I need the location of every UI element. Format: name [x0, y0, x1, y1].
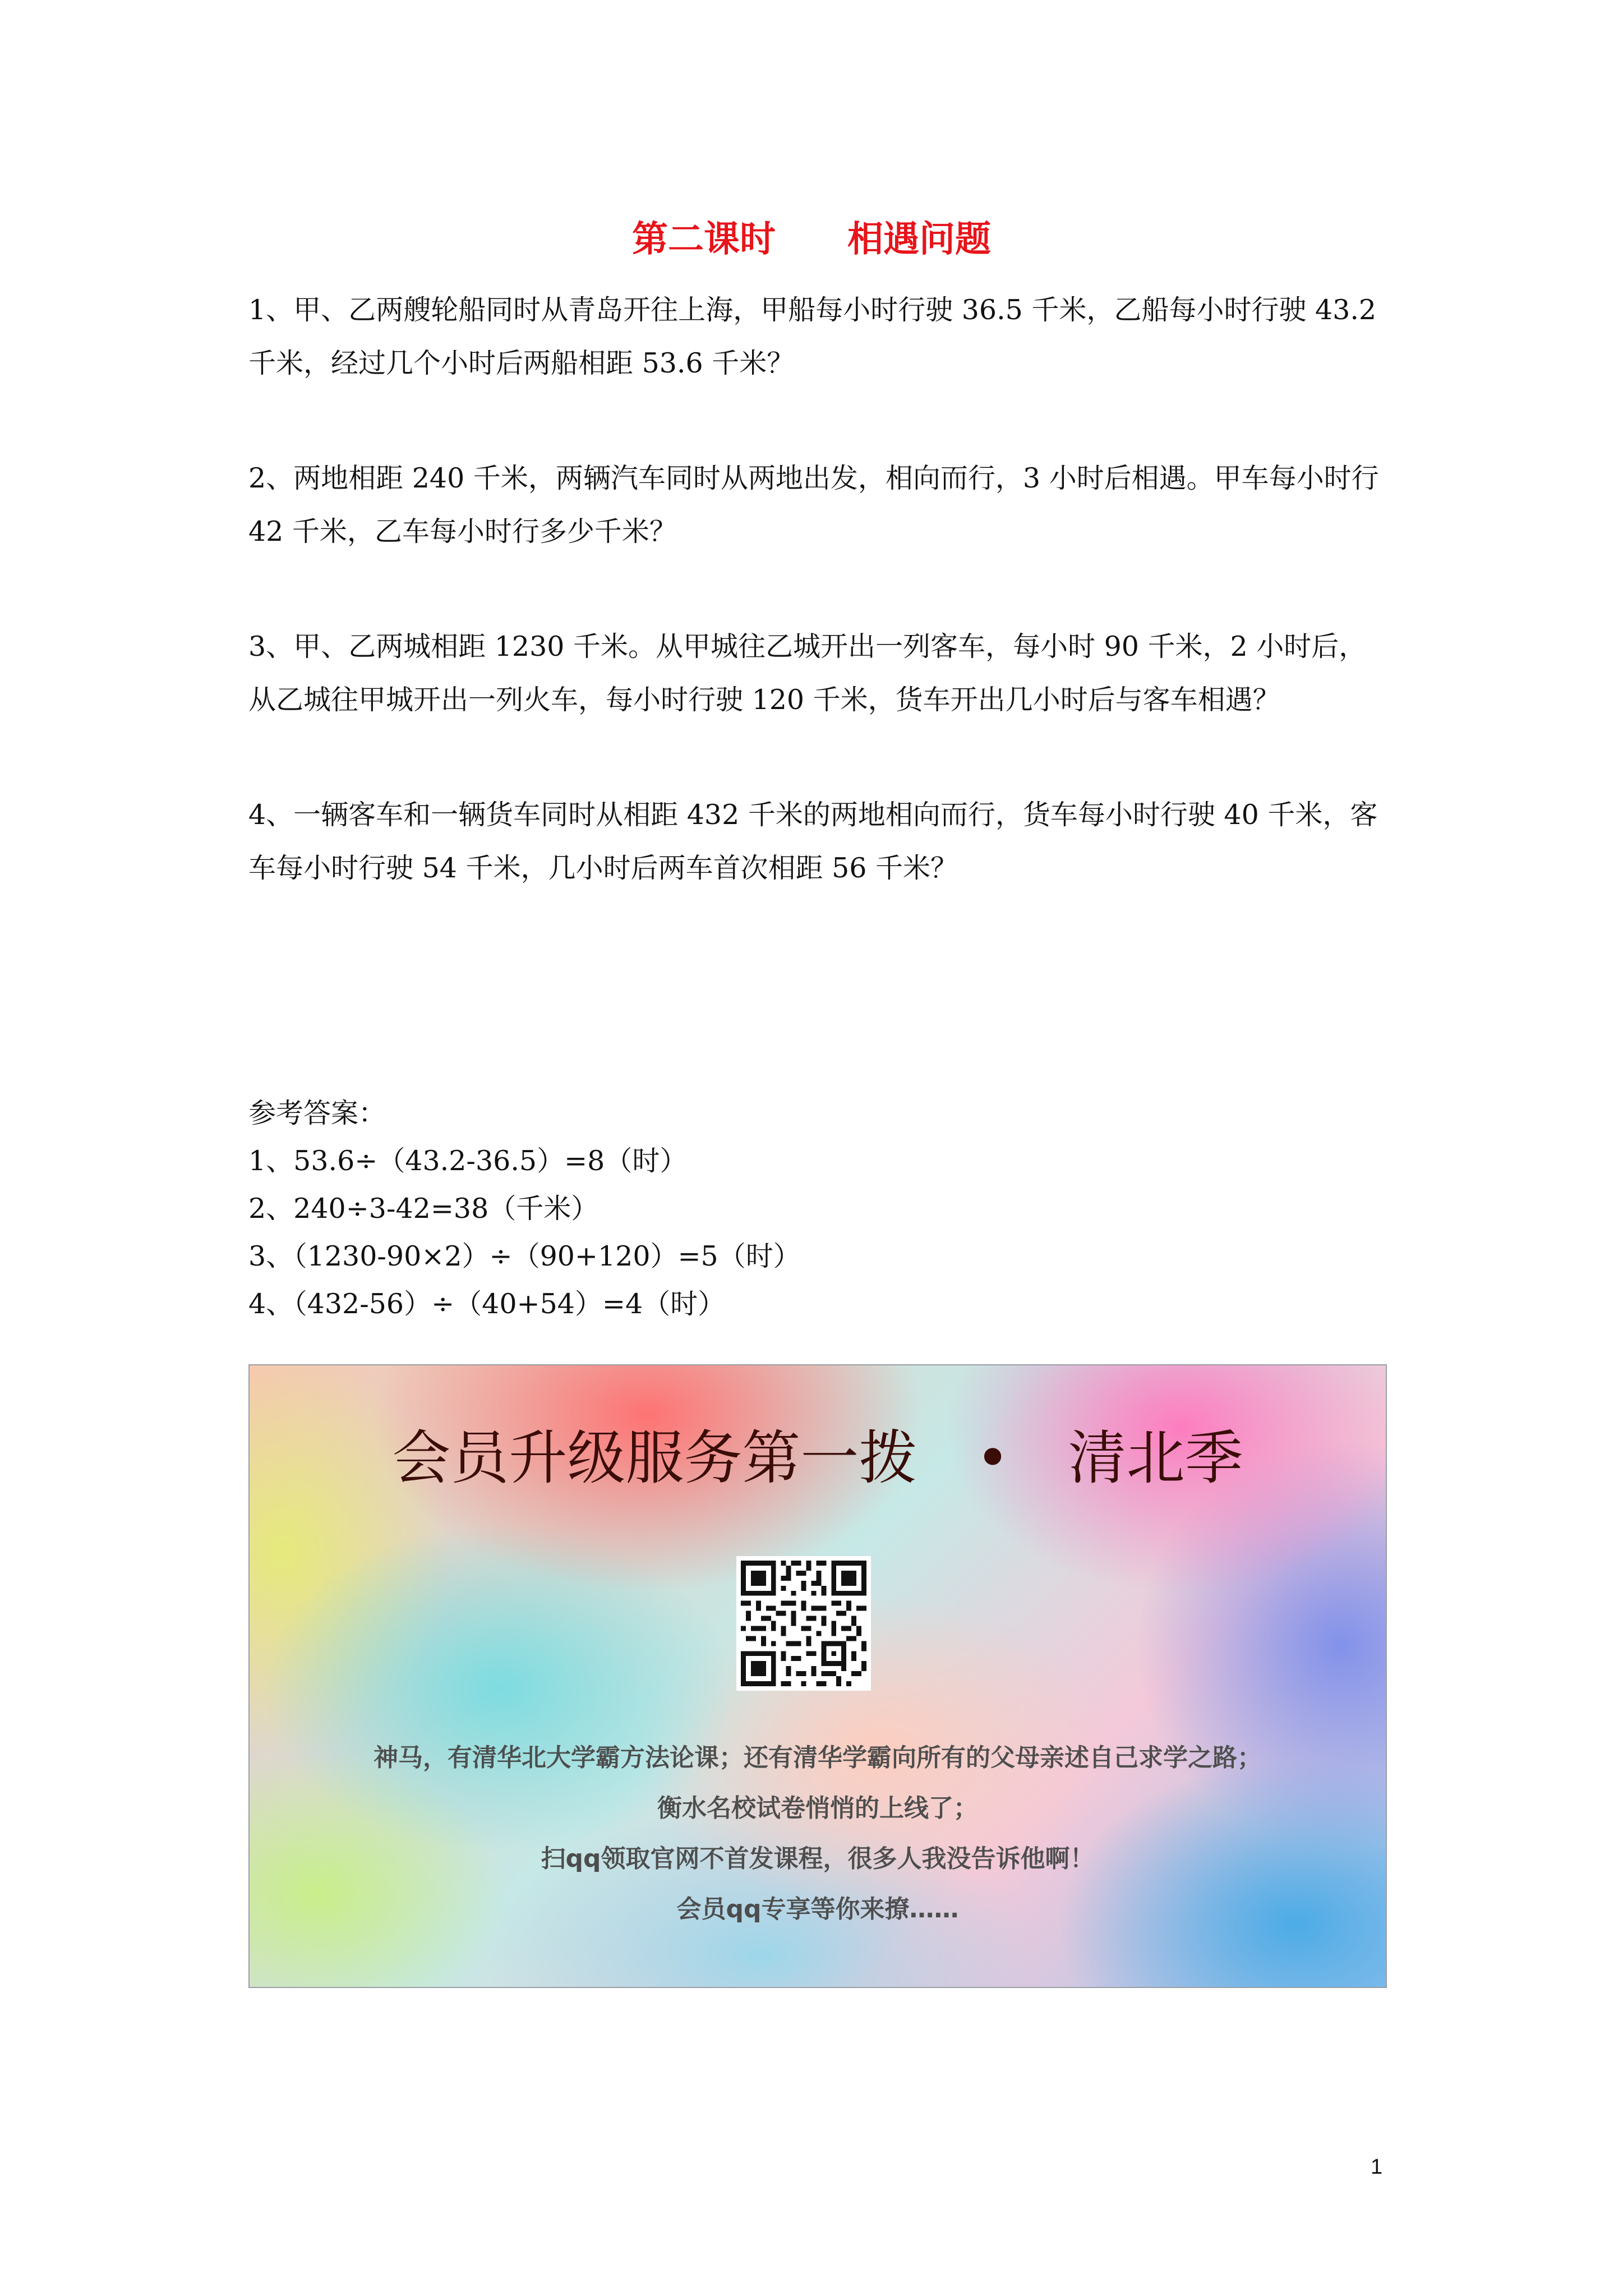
answer-3: 3、（1230-90×2）÷（90+120）=5（时）	[248, 1240, 801, 1272]
banner-line-2: 衡水名校试卷悄悄的上线了；	[657, 1794, 978, 1823]
qr-code-icon[interactable]	[736, 1556, 871, 1691]
answer-4: 4、（432-56）÷（40+54）=4（时）	[248, 1288, 726, 1320]
answer-2: 2、240÷3-42=38（千米）	[248, 1193, 599, 1225]
banner-line-1: 神马，有清华北大学霸方法论课；还有清华学霸向所有的父母亲述自己求学之路；	[374, 1743, 1262, 1772]
problem-2: 2、两地相距 240 千米，两辆汽车同时从两地出发，相向而行，3 小时后相遇。甲车每小时行 42 千米，乙车每小时行多少千米？	[248, 462, 1379, 547]
problem-1: 1、甲、乙两艘轮船同时从青岛开往上海，甲船每小时行驶 36.5 千米，乙船每小时行驶 43.2 千米，经过几个小时后两船相距 53.6 千米？	[248, 294, 1377, 379]
banner-line-3: 扫qq领取官网不首发课程，很多人我没告诉他啊！	[541, 1844, 1095, 1873]
answer-1: 1、53.6÷（43.2-36.5）=8（时）	[248, 1145, 688, 1177]
answers-heading: 参考答案：	[248, 1097, 386, 1129]
problem-4: 4、一辆客车和一辆货车同时从相距 432 千米的两地相向而行，货车每小时行驶 40 千米，客车每小时行驶 54 千米，几小时后两车首次相距 56 千米？	[248, 799, 1378, 884]
page-number: 1	[1371, 2155, 1383, 2179]
promo-banner[interactable]	[248, 1364, 1387, 1988]
banner-headline: 会员升级服务第一拨 • 清北季	[392, 1424, 1243, 1492]
qr-code-graphic	[741, 1561, 866, 1686]
page-title: 第二课时 相遇问题	[632, 218, 991, 260]
banner-line-4: 会员qq专享等你来撩……	[676, 1895, 959, 1924]
problem-3: 3、甲、乙两城相距 1230 千米。从甲城往乙城开出一列客车，每小时 90 千米，2 小时后，从乙城往甲城开出一列火车，每小时行驶 120 千米，货车开出几小时后与客车相遇？	[248, 631, 1367, 716]
